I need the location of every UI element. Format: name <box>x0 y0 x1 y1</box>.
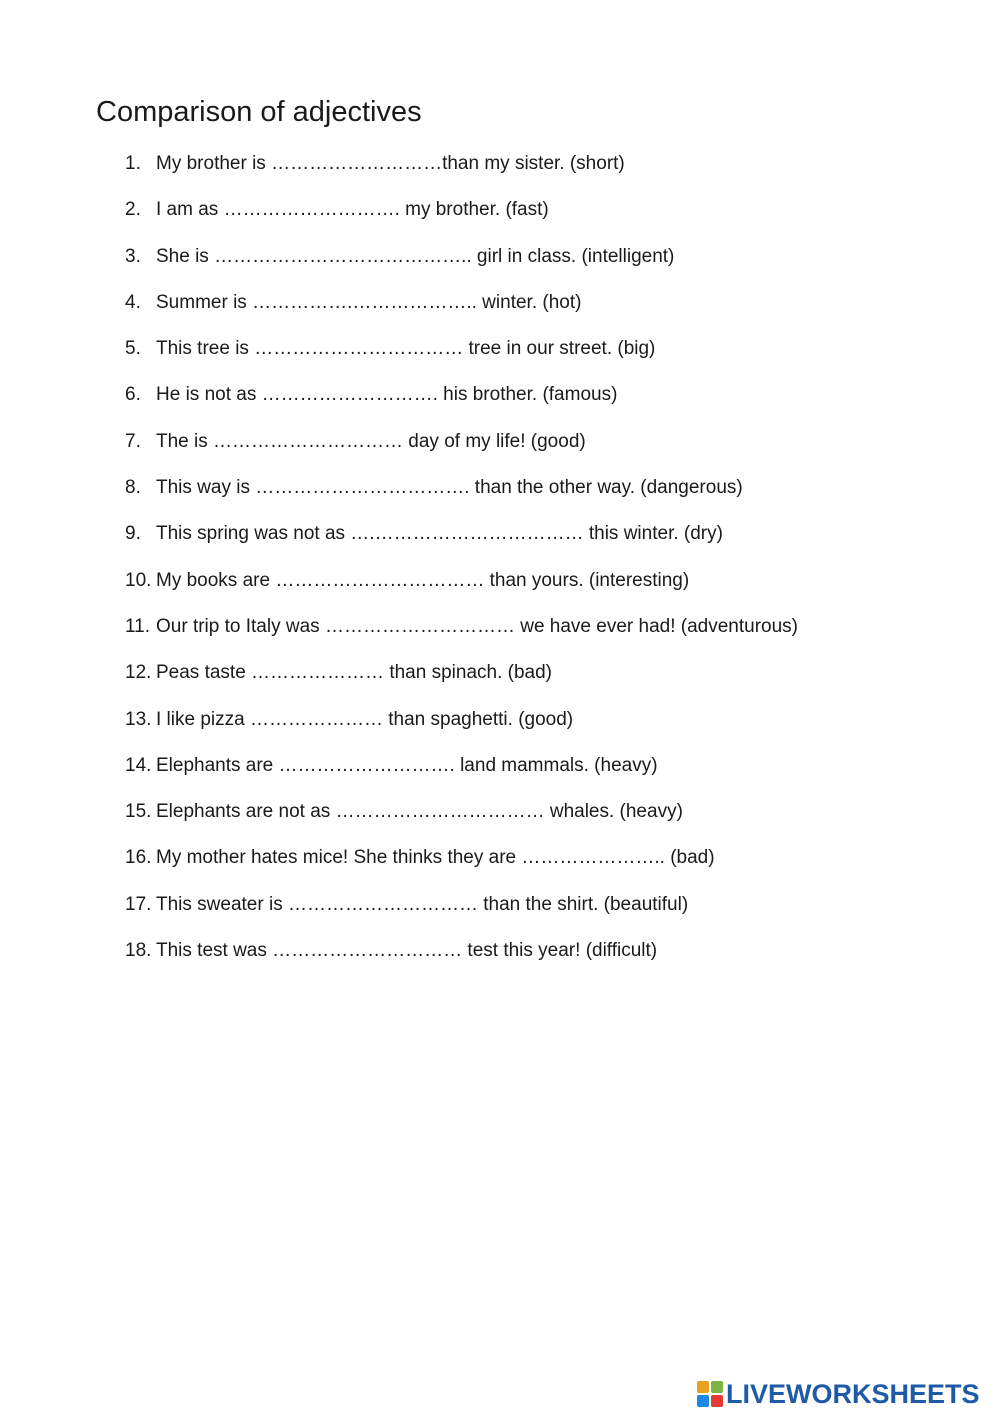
worksheet-title: Comparison of adjectives <box>96 96 422 128</box>
exercise-number: 1. <box>125 153 141 174</box>
liveworksheets-brand-name: LIVEWORKSHEETS <box>726 1379 980 1409</box>
exercise-number: 11. <box>125 615 151 637</box>
exercise-sentence: Elephants are not as …………………………… whales. (heavy) <box>156 801 683 823</box>
exercise-sentence: He is not as ………………………. his brother. (famous) <box>156 384 618 406</box>
exercise-sentence: This sweater is ………………………… than the shirt. (beautiful) <box>156 893 689 915</box>
exercise-sentence: This way is ……………………………. than the other way. (dangerous) <box>156 477 743 499</box>
exercise-number: 3. <box>125 245 141 267</box>
exercise-sentence: I am as ………………………. my brother. (fast) <box>156 199 549 221</box>
exercise-sentence: My books are …………………………… than yours. (interesting) <box>156 569 690 591</box>
exercise-sentence: My brother is ………………………than my sister. (short) <box>156 153 625 174</box>
exercise-number: 16. <box>125 847 152 869</box>
exercise-number: 4. <box>125 291 141 313</box>
exercise-number: 7. <box>125 430 141 452</box>
liveworksheets-logo-icon <box>697 1381 723 1407</box>
exercise-sentence: I like pizza ………………… than spaghetti. (good) <box>156 708 574 730</box>
exercise-number: 12. <box>125 662 152 684</box>
exercise-number: 2. <box>125 199 141 221</box>
exercise-sentence: My mother hates mice! She thinks they are ………………….. (bad) <box>156 847 715 869</box>
exercise-number: 8. <box>125 477 141 499</box>
logo-square-i <box>711 1381 723 1393</box>
logo-square-v <box>697 1395 709 1407</box>
exercise-sentence: Peas taste ………………… than spinach. (bad) <box>156 662 552 684</box>
exercise-sentence: Summer is …………….……………….. winter. (hot) <box>156 291 582 313</box>
exercise-number: 10. <box>125 569 152 591</box>
exercise-number: 13. <box>125 708 152 730</box>
exercise-number: 18. <box>125 940 152 962</box>
exercise-sentence: This test was ………………………… test this year! (difficult) <box>156 940 658 962</box>
exercise-sentence: Elephants are ………………………. land mammals. (heavy) <box>156 754 658 776</box>
exercise-number: 15. <box>125 801 152 823</box>
exercise-number: 6. <box>125 384 141 406</box>
exercise-sentence: She is ………………………………….. girl in class. (intelligent) <box>156 245 675 267</box>
exercise-number: 5. <box>125 338 141 360</box>
exercise-sentence: Our trip to Italy was ………………………… we have ever had! (adventurous) <box>156 615 798 637</box>
exercise-sentence: The is ………………………… day of my life! (good) <box>156 430 586 452</box>
exercise-number: 17. <box>125 893 152 915</box>
exercise-number: 9. <box>125 523 141 545</box>
exercise-number: 14. <box>125 754 152 776</box>
logo-square-e <box>711 1395 723 1407</box>
exercise-sentence: This spring was not as ….…………………………… this winter. (dry) <box>156 523 723 545</box>
liveworksheets-logo <box>697 1376 980 1412</box>
exercise-sentence: This tree is …………………………… tree in our street. (big) <box>156 338 656 360</box>
logo-square-l <box>697 1381 709 1393</box>
